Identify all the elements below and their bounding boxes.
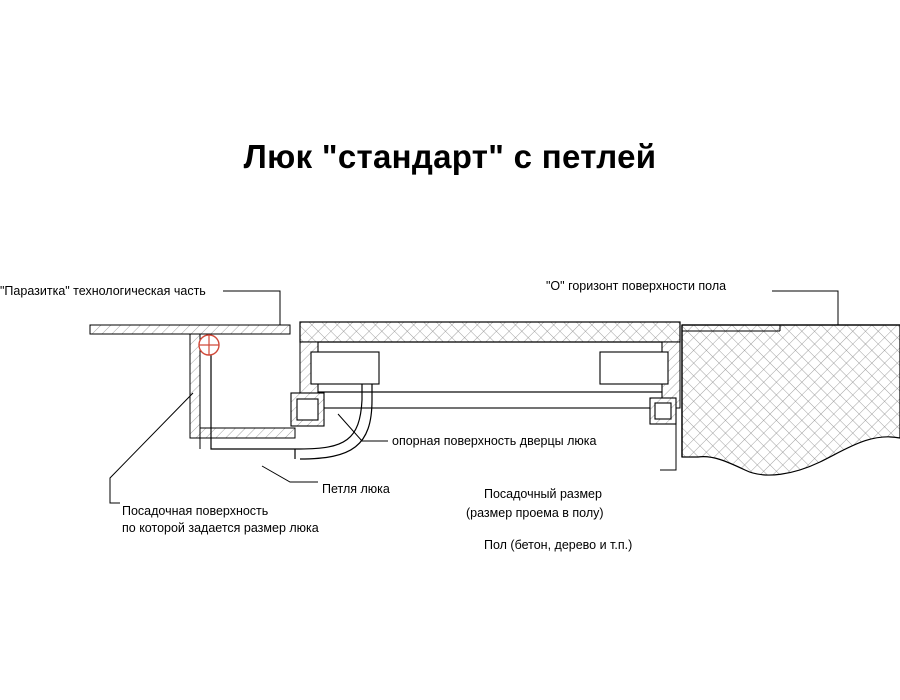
label-floor-material: Пол (бетон, дерево и т.п.) bbox=[484, 538, 633, 552]
label-hinge: Петля люка bbox=[322, 482, 390, 496]
label-seating-surface-line2: по которой задается размер люка bbox=[122, 521, 319, 535]
label-floor-horizon: "О" горизонт поверхности пола bbox=[546, 279, 727, 293]
label-seating-surface-line1: Посадочная поверхность bbox=[122, 504, 269, 518]
hinge-icon bbox=[199, 335, 219, 355]
support-bracket-left bbox=[291, 393, 324, 426]
page-title: Люк "стандарт" с петлей bbox=[243, 138, 657, 175]
support-bracket-right bbox=[650, 398, 676, 424]
seal-block-left bbox=[311, 352, 379, 384]
parasite-plate bbox=[90, 325, 290, 334]
floor-slab bbox=[682, 325, 900, 475]
label-seating-size-line1: Посадочный размер bbox=[484, 487, 602, 501]
label-support-surface: опорная поверхность дверцы люка bbox=[392, 434, 597, 448]
label-seating-size-line2: (размер проема в полу) bbox=[466, 506, 604, 520]
seal-block-right bbox=[600, 352, 668, 384]
label-parasite: "Паразитка" технологическая часть bbox=[0, 284, 206, 298]
